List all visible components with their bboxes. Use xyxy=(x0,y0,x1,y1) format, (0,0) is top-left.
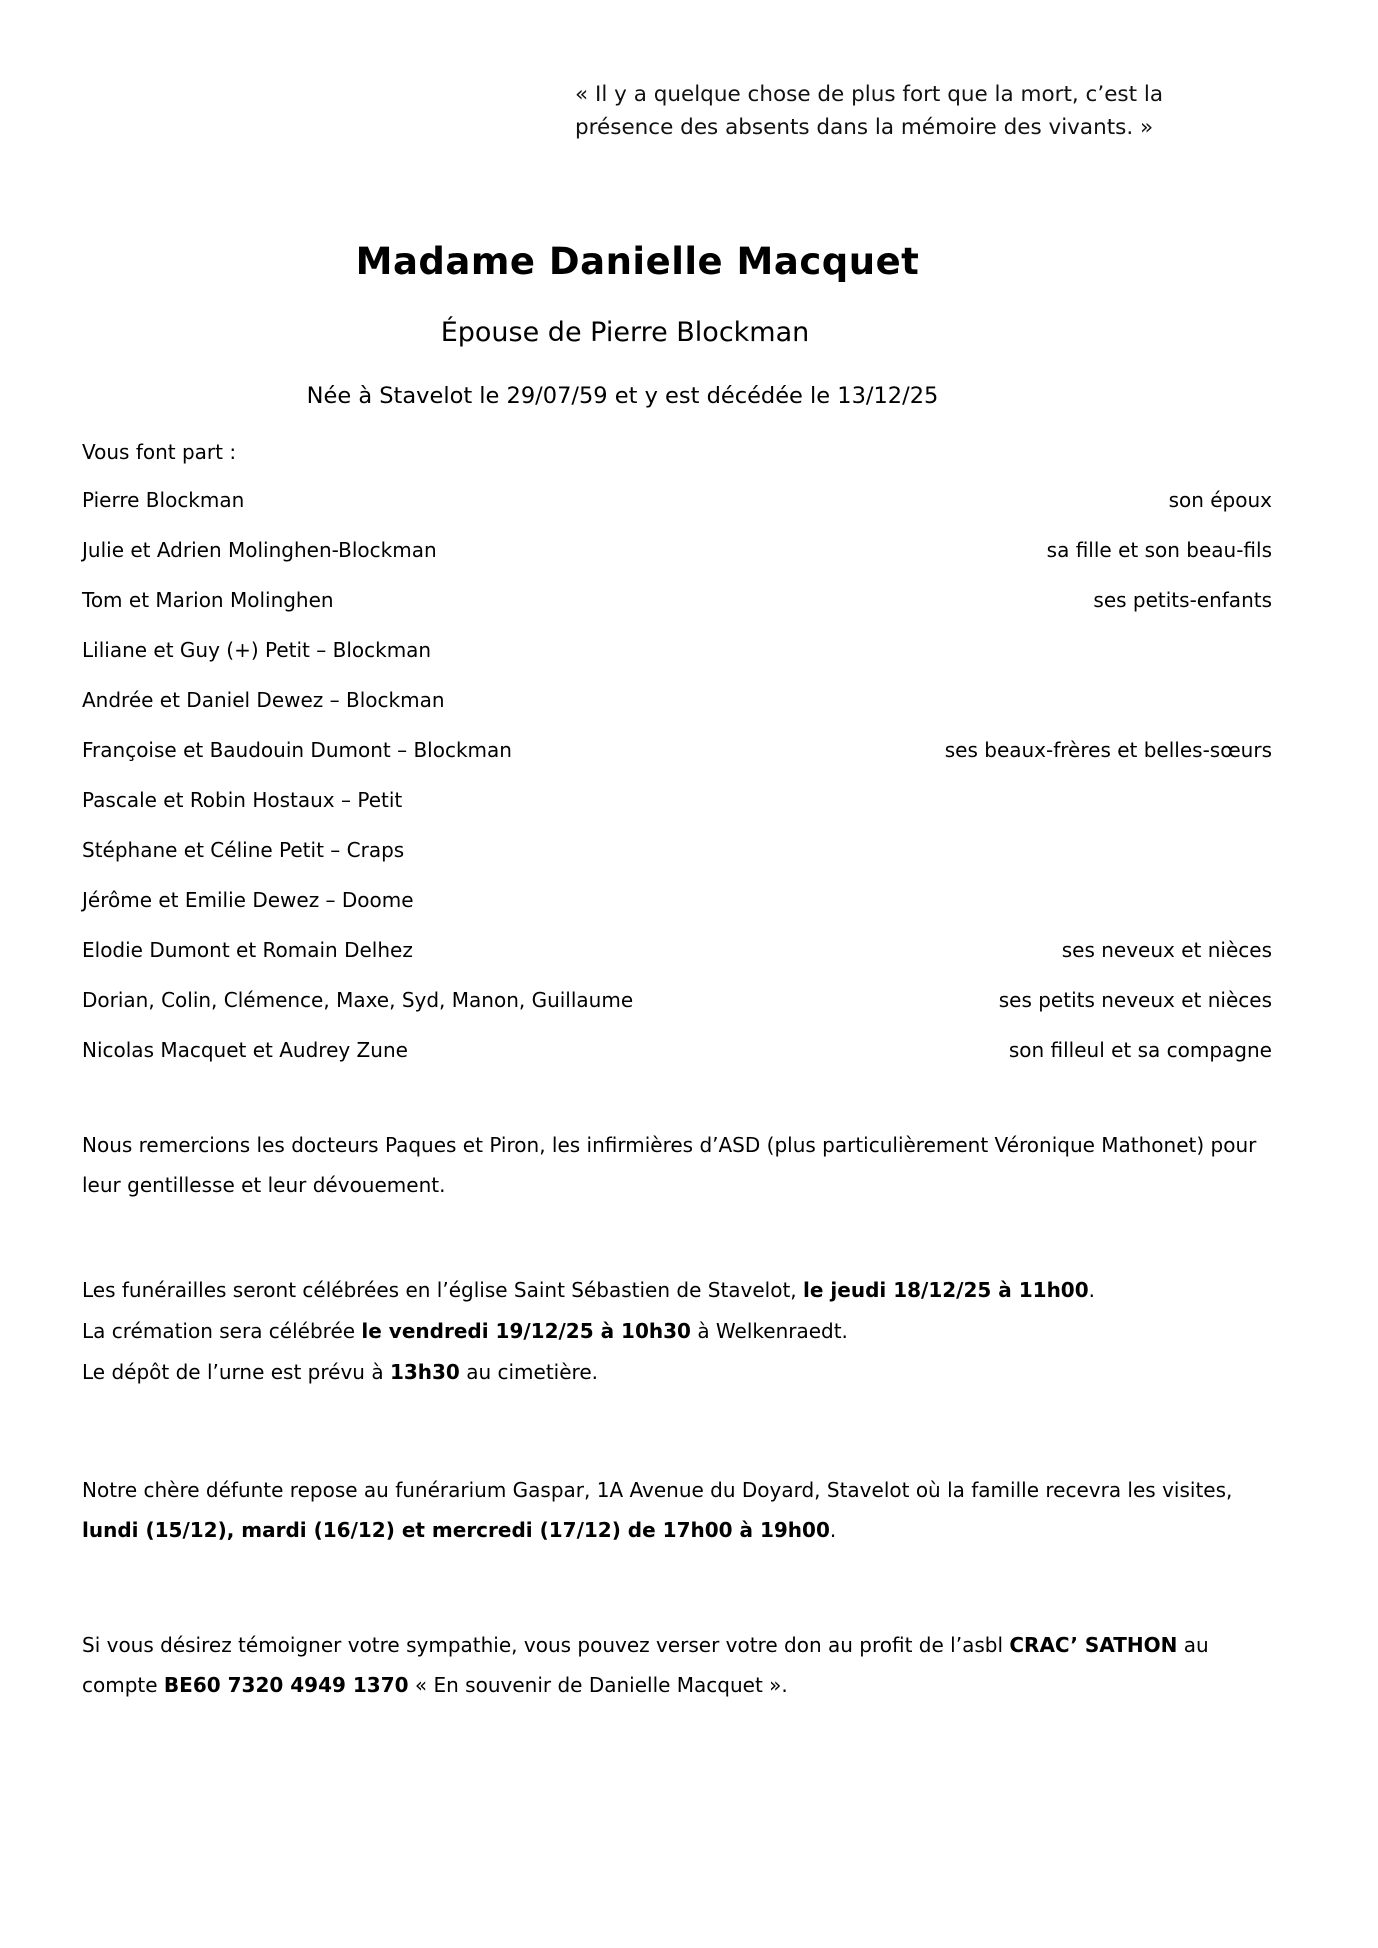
cremation-datetime: le vendredi 19/12/25 à 10h30 xyxy=(361,1319,691,1343)
list-item xyxy=(82,488,1272,538)
family-member-name: Stéphane et Céline Petit – Craps xyxy=(82,838,405,862)
family-member-name: Dorian, Colin, Clémence, Maxe, Syd, Manon, Guillaume xyxy=(82,988,634,1012)
cremation-prefix: La crémation sera célébrée xyxy=(82,1319,356,1343)
list-item xyxy=(82,888,1272,938)
repose-visiting-hours: lundi (15/12), mardi (16/12) et mercredi (17/12) de 17h00 à 19h00 xyxy=(82,1518,830,1542)
list-item xyxy=(82,738,1272,788)
list-item xyxy=(82,938,1272,988)
epigraph-quote: « Il y a quelque chose de plus fort que la mort, c’est la présence des absents dans la mémoire des vivants. » xyxy=(575,82,1164,141)
donation-suffix: « En souvenir de Danielle Macquet ». xyxy=(414,1673,788,1697)
list-item xyxy=(82,538,1272,588)
family-member-name: Pascale et Robin Hostaux – Petit xyxy=(82,788,403,812)
list-item xyxy=(82,588,1272,638)
family-member-relation: ses petits neveux et nièces xyxy=(998,988,1272,1012)
donation-paragraph xyxy=(82,1625,1272,1705)
family-member-name: Françoise et Baudouin Dumont – Blockman xyxy=(82,738,512,762)
list-item xyxy=(82,638,1272,688)
funeral-prefix: Les funérailles seront célébrées en l’église Saint Sébastien de Stavelot, xyxy=(82,1278,797,1302)
funeral-suffix: . xyxy=(1088,1278,1095,1302)
family-member-relation: ses petits-enfants xyxy=(1093,588,1272,612)
family-member-relation: son filleul et sa compagne xyxy=(1008,1038,1272,1062)
donation-organisation: CRAC’ SATHON xyxy=(1009,1633,1178,1657)
family-member-relation: son époux xyxy=(1168,488,1272,512)
repose-paragraph xyxy=(82,1470,1272,1550)
repose-suffix: . xyxy=(829,1518,837,1542)
birth-death-line: Née à Stavelot le 29/07/59 et y est décédée le 13/12/25 xyxy=(306,383,939,409)
list-item xyxy=(82,1038,1272,1088)
spouse-line: Épouse de Pierre Blockman xyxy=(440,317,810,348)
cremation-line xyxy=(82,1311,1272,1352)
funeral-line xyxy=(82,1270,1272,1311)
family-member-name: Tom et Marion Molinghen xyxy=(82,588,334,612)
family-member-name: Nicolas Macquet et Audrey Zune xyxy=(82,1038,408,1062)
list-item xyxy=(82,988,1272,1038)
thanks-paragraph: Nous remercions les docteurs Paques et Piron, les infirmières d’ASD (plus particulièrement Véronique Mathonet) pour leur gentillesse et leur dévouement. xyxy=(82,1133,1257,1197)
urn-suffix: au cimetière. xyxy=(466,1360,598,1384)
funeral-datetime: le jeudi 18/12/25 à 11h00 xyxy=(803,1278,1089,1302)
family-member-name: Jérôme et Emilie Dewez – Doome xyxy=(82,888,414,912)
cremation-suffix: à Welkenraedt. xyxy=(697,1319,848,1343)
family-list xyxy=(82,488,1272,1088)
urn-prefix: Le dépôt de l’urne est prévu à xyxy=(82,1360,384,1384)
urn-line xyxy=(82,1352,1272,1393)
family-member-name: Elodie Dumont et Romain Delhez xyxy=(82,938,413,962)
donation-middle: au compte xyxy=(82,1633,1209,1697)
family-member-relation: sa fille et son beau-fils xyxy=(1046,538,1272,562)
donation-iban: BE60 7320 4949 1370 xyxy=(163,1673,409,1697)
family-member-name: Andrée et Daniel Dewez – Blockman xyxy=(82,688,445,712)
donation-prefix: Si vous désirez témoigner votre sympathie, vous pouvez verser votre don au profit de l’asbl xyxy=(82,1633,1003,1657)
list-item xyxy=(82,838,1272,888)
list-item xyxy=(82,788,1272,838)
family-member-relation: ses beaux-frères et belles-sœurs xyxy=(944,738,1272,762)
list-item xyxy=(82,688,1272,738)
announcement-intro: Vous font part : xyxy=(82,440,237,464)
page-title: Madame Danielle Macquet xyxy=(355,240,920,283)
family-member-name: Julie et Adrien Molinghen-Blockman xyxy=(82,538,437,562)
family-member-name: Liliane et Guy (+) Petit – Blockman xyxy=(82,638,432,662)
family-member-name: Pierre Blockman xyxy=(82,488,245,512)
repose-prefix: Notre chère défunte repose au funérarium Gaspar, 1A Avenue du Doyard, Stavelot où la famille recevra les visites, xyxy=(82,1478,1233,1502)
services-paragraph xyxy=(82,1270,1272,1393)
family-member-relation: ses neveux et nièces xyxy=(1061,938,1272,962)
urn-time: 13h30 xyxy=(389,1360,460,1384)
